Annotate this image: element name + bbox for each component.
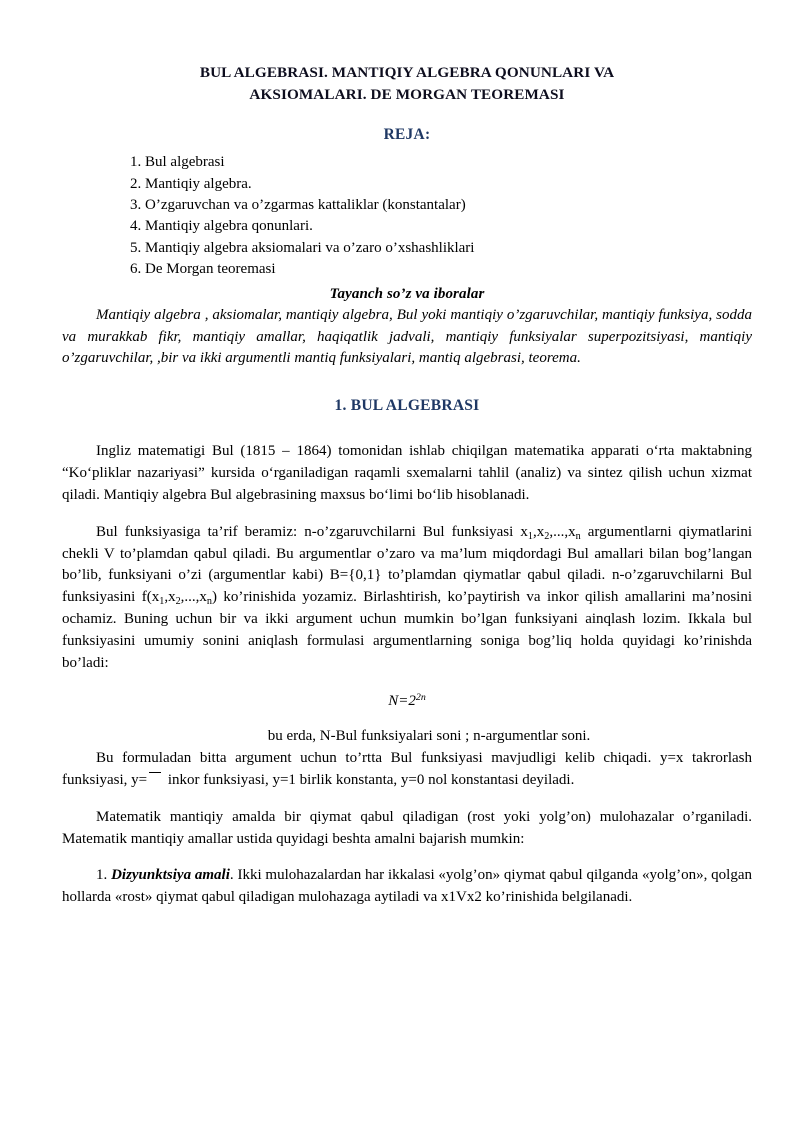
- paragraph-2-part-d: argumentlarni qiymatlarini chekli V to’plamdan qabul qiladi. Bu argumentlar o’zaro va ma’lum miqdordagi Bul amallari bilan bog’langan bo’lib, funksiyani o’zi (argumentlar kabi) B={0,1} to’plamdan qiymatlar qabul qiladi. n-o’zgaruvchilarni Bul funksiyasini f(x: [62, 523, 752, 606]
- body-paragraph-3: [62, 748, 752, 792]
- list-item: 3. O’zgaruvchan va o’zgarmas kattaliklar (konstantalar): [130, 197, 466, 214]
- list-item: 4. Mantiqiy algebra qonunlari.: [130, 218, 313, 235]
- plan-list: [62, 152, 752, 281]
- paragraph-3-part-a: Bu formuladan bitta argument uchun to’rtta Bul funksiyasi mavjudligi kelib chiqadi. y=x takrorlash funksiyasi, y=: [62, 749, 752, 788]
- body-paragraph-5: [62, 865, 752, 909]
- keywords-heading: Tayanch so’z va iboralar: [329, 285, 485, 302]
- paragraph-2-part-c: ,...,x: [549, 523, 576, 540]
- paragraph-2-part-f: ,...,x: [180, 589, 207, 606]
- list-item: 1. Bul algebrasi: [130, 154, 225, 171]
- document-title: [127, 62, 687, 105]
- document-title-line-1: BUL ALGEBRASI. MANTIQIY ALGEBRA QONUNLARI VA: [199, 64, 615, 81]
- subscript-n-b: n: [206, 596, 212, 608]
- list-item: 6. De Morgan teoremasi: [130, 261, 276, 278]
- list-item: 2. Mantiqiy algebra.: [130, 175, 252, 192]
- body-paragraph-4: Matematik mantiqiy amalda bir qiymat qabul qiladigan (rost yoki yolg’on) mulohazalar o’rganiladi. Matematik mantiqiy amallar ustida quyidagi beshta amalni bajarish mumkin:: [62, 808, 752, 847]
- subscript-2: 2: [544, 530, 550, 542]
- subscript-1: 1: [527, 530, 533, 542]
- term-dizyunktsiya-amali: Dizyunktsiya amali: [111, 867, 230, 884]
- subscript-n: n: [575, 530, 581, 542]
- keywords-paragraph: Mantiqiy algebra , aksiomalar, mantiqiy algebra, Bul yoki mantiqiy o’zgaruvchilar, mantiqiy funksiya, sodda va murakkab fikr, mantiqiy amallar, haqiqatlik jadvali, mantiqiy funksiyalar superpozitsiyasi, mantiqiy o’zgaruvchilar, ,bir va ikki argumentli mantiq funksiyalari, mantiq algebrasi, teorema.: [62, 306, 752, 367]
- paragraph-5-number: 1.: [96, 867, 112, 884]
- paragraph-2-part-e: ,x: [164, 589, 176, 606]
- paragraph-2-part-g: ) ko’rinishida yozamiz. Birlashtirish, ko’paytirish va inkor qilish amallarini ma’nosini ochamiz. Buning uchun bir va ikki argument uchun mumkin bo’lgan funksiyani ainqlash lozim. Ikkala bul funksiyasini umumiy sonini aniqlash formulasi argumentlarning soniga bog’liq holda quyidagi ko’rinishda bo’ladi:: [62, 589, 752, 672]
- document-title-line-2: AKSIOMALARI. DE MORGAN TEOREMASI: [249, 85, 565, 103]
- body-paragraph-2: [62, 522, 752, 675]
- list-item: 5. Mantiqiy algebra aksiomalari va o’zaro o’xshashliklari: [130, 239, 475, 256]
- subscript-1-b: 1: [159, 596, 165, 608]
- paragraph-3-part-b: inkor funksiyasi, y=1 birlik konstanta, y=0 nol konstantasi deyiladi.: [164, 771, 575, 788]
- subscript-2-b: 2: [175, 596, 181, 608]
- body-paragraph-1: Ingliz matematigi Bul (1815 – 1864) tomonidan ishlab chiqilgan matematika apparati o‘rta maktabning “Ko‘pliklar nazariyasi” kursida o‘rganiladigan raqamli sxemalarni tahlil (analiz) va sintez qilish uchun xizmat qiladi. Mantiqiy algebra Bul algebrasining maxsus bo‘limi bo‘lib hisoblanadi.: [62, 443, 752, 503]
- paragraph-5-rest: . Ikki mulohazalardan har ikkalasi «yolg’on» qiymat qabul qilganda «yolg’on», qolgan hollarda «rost» qiymat qabul qiladigan mulohazaga aytiladi va x1Vx2 ko’rinishida belgilanadi.: [62, 867, 753, 906]
- formula-exponent: 2n: [415, 691, 426, 703]
- paragraph-2-part-a: Bul funksiyasiga ta’rif beramiz: n-o’zgaruvchilarni Bul funksiyasi x: [96, 523, 528, 540]
- formula-n-equals-2-power-2n: [62, 693, 752, 710]
- formula-base: N=2: [388, 692, 416, 709]
- formula-caption: bu erda, N-Bul funksiyalari soni ; n-argumentlar soni.: [267, 727, 591, 744]
- plan-heading: REJA:: [383, 126, 431, 144]
- section-heading: 1. BUL ALGEBRASI: [334, 397, 480, 415]
- paragraph-2-part-b: ,x: [532, 523, 545, 540]
